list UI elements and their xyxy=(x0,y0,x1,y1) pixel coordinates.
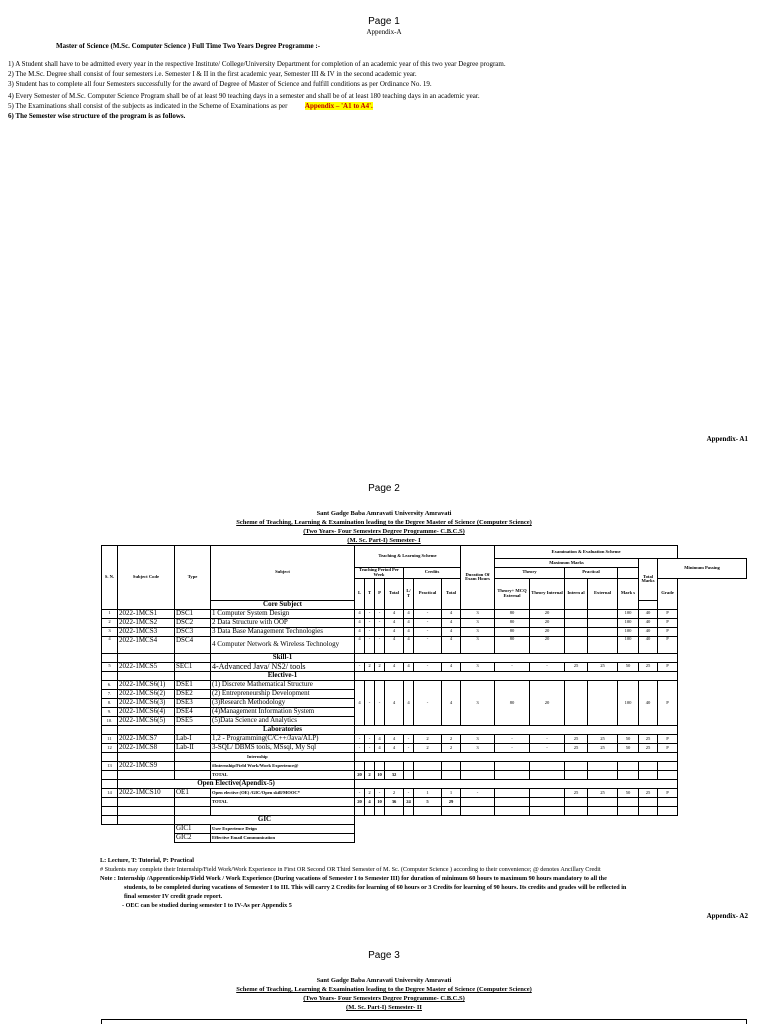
header-l: L xyxy=(355,578,365,609)
cell: - xyxy=(365,636,375,653)
core-subject-label: Core Subject xyxy=(211,600,355,609)
cell xyxy=(588,636,618,653)
cell: 4 xyxy=(355,681,365,726)
section-row xyxy=(102,816,747,825)
cell: - xyxy=(355,744,365,753)
header-credits: Credits xyxy=(404,568,461,579)
cell: - xyxy=(495,735,530,744)
cell: 4 xyxy=(385,618,404,627)
cell: 1 xyxy=(102,609,118,618)
cell: 3 xyxy=(461,681,495,726)
page3-programme-subtitle: (Two Years- Four Semesters Degree Programme- C.B.C.S) xyxy=(303,995,465,1002)
cell: 25 xyxy=(639,789,658,798)
legend-note: L: Lecture, T: Tutorial, P: Practical xyxy=(100,857,194,864)
cell: 12 xyxy=(102,744,118,753)
cell: - xyxy=(530,662,565,671)
cell: P xyxy=(658,609,678,618)
cell: 2022-1MCS10 xyxy=(118,789,175,798)
cell: 2 Data Structure with OOP xyxy=(211,618,355,627)
cell: DSE4 xyxy=(175,708,211,717)
header-min-passing: Minimum Passing xyxy=(658,559,747,579)
cell: 40 xyxy=(639,609,658,618)
cell: 3 xyxy=(461,618,495,627)
cell: 3 xyxy=(461,627,495,636)
cell: 100 xyxy=(618,618,639,627)
table-row xyxy=(102,662,747,671)
note-line-1: Note : Internship /Apprenticeship/Field Work / Work Experience (During vacations of Semester I to Semester III) for duration of minimum 60 hours to maximum 90 hours mandatory to all the xyxy=(100,875,607,882)
table-row xyxy=(102,825,747,834)
cell: 80 xyxy=(495,618,530,627)
cell: 4-Advanced Java/ NS2/ tools xyxy=(211,662,355,671)
cell: 2 xyxy=(414,744,442,753)
cell: P xyxy=(658,627,678,636)
cell: - xyxy=(365,618,375,627)
page-2-label: Page 2 xyxy=(368,483,400,494)
table-row xyxy=(102,762,747,771)
cell: 20 xyxy=(530,636,565,653)
table-row xyxy=(102,681,747,690)
header-grade: Grade xyxy=(658,578,678,609)
cell: 50 xyxy=(618,744,639,753)
cell: 25 xyxy=(639,662,658,671)
cell: 4 xyxy=(385,627,404,636)
cell: 24 xyxy=(404,798,414,807)
cell: - xyxy=(414,662,442,671)
cell: Effective Email Communication xyxy=(211,834,355,843)
cell: 2 xyxy=(442,744,461,753)
cell: 3-SQL/ DBMS tools, MSsql, My Sql xyxy=(211,744,355,753)
cell: - xyxy=(461,789,495,798)
cell: - xyxy=(365,627,375,636)
appendix-a1-a4-highlight: Appendix – 'A1 to A4'. xyxy=(304,102,373,110)
cell: 10 xyxy=(375,771,385,780)
cell: TOTAL xyxy=(211,798,355,807)
cell: User Experience Deign xyxy=(211,825,355,834)
header-credit-total: Total xyxy=(442,578,461,609)
cell: 4 xyxy=(404,662,414,671)
cell: 2 xyxy=(365,771,375,780)
cell: 2022-1MCS9 xyxy=(118,762,175,771)
cell: 4 xyxy=(442,662,461,671)
section-row xyxy=(102,753,747,762)
cell: P xyxy=(658,636,678,653)
table-row xyxy=(102,627,747,636)
header-marks: Mark s xyxy=(618,578,639,609)
cell: 25 xyxy=(639,744,658,753)
cell: - xyxy=(530,744,565,753)
cell: 100 xyxy=(618,609,639,618)
cell: - xyxy=(355,662,365,671)
cell: 20 xyxy=(355,798,365,807)
cell: - xyxy=(404,735,414,744)
cell: GIC1 xyxy=(175,825,211,834)
cell: 3 xyxy=(461,609,495,618)
cell: 20 xyxy=(355,771,365,780)
gic-label: GIC xyxy=(175,816,355,825)
header-max-marks: Maximum Marks xyxy=(495,559,639,568)
cell: 4 xyxy=(442,609,461,618)
cell: DSE3 xyxy=(175,699,211,708)
cell: 20 xyxy=(530,627,565,636)
table-row xyxy=(102,789,747,798)
total-row xyxy=(102,798,747,807)
cell: - xyxy=(414,636,442,653)
page-1-label: Page 1 xyxy=(368,16,400,27)
cell: 8. xyxy=(102,699,118,708)
cell: 100 xyxy=(618,636,639,653)
cell: 3 xyxy=(461,735,495,744)
cell: 4 xyxy=(404,627,414,636)
cell: 25 xyxy=(565,662,588,671)
section-row xyxy=(102,780,747,789)
rule-point-5-text: 5) The Examinations shall consist of the subjects as indicated in the Scheme of Examinations as per xyxy=(8,102,288,110)
cell: 100 xyxy=(618,681,639,726)
cell: 40 xyxy=(639,618,658,627)
header-internal: Intern al xyxy=(565,578,588,609)
cell: 32 xyxy=(385,771,404,780)
cell: #Internship/Field Work/Work Experience@ xyxy=(211,762,355,771)
cell: DSE1 xyxy=(175,681,211,690)
cell: 4 xyxy=(442,627,461,636)
cell: 4 xyxy=(355,618,365,627)
cell: 4 xyxy=(442,681,461,726)
cell: 1,2 - Programming(C/C++/Java/ALP) xyxy=(211,735,355,744)
cell: 40 xyxy=(639,636,658,653)
cell: 4 xyxy=(385,636,404,653)
internship-label: Internship xyxy=(211,753,355,762)
cell: 20 xyxy=(530,609,565,618)
cell xyxy=(588,681,618,726)
cell: - xyxy=(365,735,375,744)
cell: DSE2 xyxy=(175,690,211,699)
cell: 4 xyxy=(355,609,365,618)
table-row xyxy=(102,618,747,627)
header-duration: Duration Of Exam Hours xyxy=(461,546,495,610)
cell xyxy=(588,609,618,618)
cell: 2 xyxy=(442,735,461,744)
cell: - xyxy=(375,681,385,726)
header-exam-scheme: Examination & Evaluation Scheme xyxy=(495,546,678,559)
cell: 13 xyxy=(102,762,118,771)
header-p: P xyxy=(375,578,385,609)
cell: 80 xyxy=(495,636,530,653)
cell: 4 xyxy=(404,609,414,618)
cell: P xyxy=(658,744,678,753)
header-subject-code: Subject Code xyxy=(118,546,175,610)
cell: 1 Computer System Design xyxy=(211,609,355,618)
cell: 20 xyxy=(530,681,565,726)
header-teaching-scheme: Teaching & Learning Scheme xyxy=(355,546,461,568)
rule-point-6: 6) The Semester wise structure of the program is as follows. xyxy=(8,112,186,120)
oec-note: - OEC can be studied during semester I to IV-As per Appendix 5 xyxy=(122,902,292,909)
cell: SEC1 xyxy=(175,662,211,671)
cell: 20 xyxy=(530,618,565,627)
cell: - xyxy=(375,627,385,636)
cell: - xyxy=(375,789,385,798)
header-theory-internal: Theory Internal xyxy=(530,578,565,609)
cell: 2022-1MCS6(5) xyxy=(118,717,175,726)
appendix-a-label: Appendix-A xyxy=(366,28,402,36)
note-line-2: students, to be completed during vacations of Semester I to III. This will carry 2 Credits for learning of 60 hours or 3 Credits for learning of 90 hours. Its credits and grades will be reflected in xyxy=(124,884,627,891)
cell: 4 xyxy=(102,636,118,653)
table-row xyxy=(102,609,747,618)
cell: - xyxy=(414,627,442,636)
cell: DSC2 xyxy=(175,618,211,627)
cell: 4 xyxy=(442,636,461,653)
cell: Lab-I xyxy=(175,735,211,744)
rule-point-2: 2) The M.Sc. Degree shall consist of four semesters i.e. Semester I & II in the first academic year, Semester III & IV in the second academic year. xyxy=(8,70,417,78)
header-credit-practical: Practical xyxy=(414,578,442,609)
cell: DSC1 xyxy=(175,609,211,618)
cell: Open elective (OE) /GIC/Open skill/MOOC* xyxy=(211,789,355,798)
cell: (3)Research Methodology xyxy=(211,699,355,708)
appendix-a1-footer: Appendix- A1 xyxy=(706,435,748,443)
header-lt: L/ T xyxy=(404,578,414,609)
cell: P xyxy=(658,618,678,627)
skill-label: Skill-1 xyxy=(211,653,355,662)
cell: 40 xyxy=(639,681,658,726)
cell: DSE5 xyxy=(175,717,211,726)
cell: - xyxy=(375,618,385,627)
cell: 3 xyxy=(461,636,495,653)
cell: (2) Entrepreneurship Development xyxy=(211,690,355,699)
cell: 7. xyxy=(102,690,118,699)
cell: - xyxy=(414,609,442,618)
programme-heading: Master of Science (M.Sc. Computer Science ) Full Time Two Years Degree Programme :- xyxy=(56,42,321,50)
rule-point-5 xyxy=(8,102,373,110)
cell: 4 Computer Network & Wireless Technology xyxy=(211,636,355,653)
rule-point-1: 1) A Student shall have to be admitted every year in the respective Institute/ College/University Department for completion of an academic year of this two year Degree program. xyxy=(8,60,506,68)
cell xyxy=(588,618,618,627)
cell: 2022-1MCS3 xyxy=(118,627,175,636)
cell: 3 xyxy=(461,662,495,671)
header-total: Total xyxy=(385,578,404,609)
cell: 25 xyxy=(565,789,588,798)
cell: 25 xyxy=(565,735,588,744)
page3-university-name: Sant Gadge Baba Amravati University Amravati xyxy=(316,977,452,984)
cell: 14 xyxy=(102,789,118,798)
cell: 6. xyxy=(102,681,118,690)
cell: 9. xyxy=(102,708,118,717)
cell: 50 xyxy=(618,789,639,798)
rule-point-4: 4) Every Semester of M.Sc. Computer Science Program shall be of at least 90 teaching days in a semester and shall be of at least 180 teaching days in an academic year. xyxy=(8,92,480,100)
scheme-table xyxy=(101,545,747,843)
programme-subtitle: (Two Years- Four Semesters Degree Programme- C.B.C.S) xyxy=(303,528,465,535)
cell xyxy=(565,609,588,618)
cell: 29 xyxy=(442,798,461,807)
cell: 2 xyxy=(375,662,385,671)
header-external: External xyxy=(588,578,618,609)
cell: 4 xyxy=(355,627,365,636)
page-3-label: Page 3 xyxy=(368,950,400,961)
header-teaching-period: Teaching Period Per Week xyxy=(355,568,404,579)
cell: 4 xyxy=(404,636,414,653)
cell: 2022-1MCS8 xyxy=(118,744,175,753)
internship-note: # Students may complete their Internship/Field Work/Work Experience in First OR Second OR Third Semester of M. Sc. (Computer Science ) according to their convenience; @ denotes Ancillary Credit xyxy=(100,866,601,873)
cell xyxy=(565,636,588,653)
section-row xyxy=(102,653,747,662)
cell: - xyxy=(365,609,375,618)
header-subject: Subject xyxy=(211,546,355,601)
cell: - xyxy=(414,618,442,627)
cell: 2022-1MCS7 xyxy=(118,735,175,744)
cell: 3 Data Base Management Technologies xyxy=(211,627,355,636)
cell: 4 xyxy=(404,681,414,726)
cell: - xyxy=(495,662,530,671)
cell: 2022-1MCS6(3) xyxy=(118,699,175,708)
cell: 36 xyxy=(385,798,404,807)
cell: 25 xyxy=(588,735,618,744)
cell: DSC4 xyxy=(175,636,211,653)
cell: 4 xyxy=(385,744,404,753)
cell: 4 xyxy=(355,636,365,653)
open-elective-label: Open Elective(Apendix-5) xyxy=(118,780,355,789)
cell: (5)Data Science and Analytics xyxy=(211,717,355,726)
cell: 25 xyxy=(639,735,658,744)
cell: 2022-1MCS6(4) xyxy=(118,708,175,717)
cell: 50 xyxy=(618,662,639,671)
cell: 2022-1MCS6(2) xyxy=(118,690,175,699)
cell: 1 xyxy=(442,789,461,798)
cell: TOTAL xyxy=(211,771,355,780)
cell: 10. xyxy=(102,717,118,726)
cell: 4 xyxy=(385,735,404,744)
cell: P xyxy=(658,681,678,726)
cell: 2022-1MCS1 xyxy=(118,609,175,618)
cell: 50 xyxy=(618,735,639,744)
header-mcq-external: Theory+ MCQ External xyxy=(495,578,530,609)
cell: 25 xyxy=(588,789,618,798)
cell: 80 xyxy=(495,609,530,618)
header-t: T xyxy=(365,578,375,609)
table-row xyxy=(102,834,747,843)
cell: 11 xyxy=(102,735,118,744)
cell: (1) Discrete Mathematical Structure xyxy=(211,681,355,690)
cell: 25 xyxy=(588,662,618,671)
cell: 2022-1MCS5 xyxy=(118,662,175,671)
cell: - xyxy=(375,636,385,653)
cell: 4 xyxy=(385,681,404,726)
cell: 2 xyxy=(385,789,404,798)
cell: - xyxy=(355,735,365,744)
cell: 80 xyxy=(495,627,530,636)
cell: 2022-1MCS2 xyxy=(118,618,175,627)
cell: P xyxy=(658,662,678,671)
cell xyxy=(565,681,588,726)
table-row xyxy=(102,744,747,753)
cell: 3 xyxy=(461,744,495,753)
header-sn: S. N. xyxy=(102,546,118,610)
cell: - xyxy=(414,681,442,726)
cell: 4 xyxy=(404,618,414,627)
cell: GIC2 xyxy=(175,834,211,843)
cell: 2022-1MCS6(1) xyxy=(118,681,175,690)
cell: 4 xyxy=(442,618,461,627)
cell: - xyxy=(365,681,375,726)
cell: 4 xyxy=(385,609,404,618)
section-row xyxy=(102,726,747,735)
cell: - xyxy=(404,789,414,798)
cell: P xyxy=(658,735,678,744)
header-theory: Theory xyxy=(495,568,565,579)
cell xyxy=(565,618,588,627)
cell: 25 xyxy=(565,744,588,753)
cell: - xyxy=(375,609,385,618)
cell: 80 xyxy=(495,681,530,726)
appendix-a2-footer: Appendix- A2 xyxy=(706,912,748,920)
cell: 4 xyxy=(385,662,404,671)
section-row xyxy=(102,672,747,681)
cell: 10 xyxy=(375,798,385,807)
header-total-marks: Total Marks xyxy=(639,559,658,601)
note-line-3: final semester IV credit grade report. xyxy=(124,893,223,900)
cell: 2 xyxy=(365,789,375,798)
cell: 1 xyxy=(414,789,442,798)
cell: Lab-II xyxy=(175,744,211,753)
cell: 2 xyxy=(102,618,118,627)
laboratories-label: Laboratories xyxy=(211,726,355,735)
cell: 4 xyxy=(375,735,385,744)
cell: 2 xyxy=(365,662,375,671)
cell: - xyxy=(355,789,365,798)
cell: 40 xyxy=(639,627,658,636)
cell: 5 xyxy=(414,798,442,807)
cell: OE1 xyxy=(175,789,211,798)
header-type: Type xyxy=(175,546,211,610)
page3-table-top xyxy=(101,1019,747,1024)
cell: - xyxy=(365,744,375,753)
cell: 2022-1MCS4 xyxy=(118,636,175,653)
cell: 3 xyxy=(102,627,118,636)
cell: - xyxy=(404,744,414,753)
university-name: Sant Gadge Baba Amravati University Amravati xyxy=(316,510,452,517)
cell: 4 xyxy=(365,798,375,807)
semester-title: (M. Sc. Part-I) Semester- I xyxy=(347,537,421,544)
cell: 5 xyxy=(102,662,118,671)
cell: (4)Management Information System xyxy=(211,708,355,717)
cell: 2 xyxy=(414,735,442,744)
cell xyxy=(565,627,588,636)
table-row xyxy=(102,636,747,653)
cell: 4 xyxy=(375,744,385,753)
header-practical: Practical xyxy=(565,568,618,579)
cell: 25 xyxy=(588,744,618,753)
cell xyxy=(588,627,618,636)
rule-point-3: 3) Student has to complete all four Semesters successfully for the award of Degree of Master of Science and fulfill conditions as per Ordinance No. 19. xyxy=(8,80,432,88)
table-row xyxy=(102,735,747,744)
cell: DSC3 xyxy=(175,627,211,636)
cell: - xyxy=(495,744,530,753)
page3-scheme-title: Scheme of Teaching, Learning & Examination leading to the Degree Master of Science (Computer Science) xyxy=(236,986,532,993)
cell: P xyxy=(658,789,678,798)
total-row xyxy=(102,771,747,780)
elective-label: Elective-1 xyxy=(211,672,355,681)
scheme-title: Scheme of Teaching, Learning & Examination leading to the Degree Master of Science (Computer Science) xyxy=(236,519,532,526)
page3-semester-title: (M. Sc. Part-I) Semester- II xyxy=(346,1004,422,1011)
cell: 100 xyxy=(618,627,639,636)
cell: - xyxy=(530,735,565,744)
